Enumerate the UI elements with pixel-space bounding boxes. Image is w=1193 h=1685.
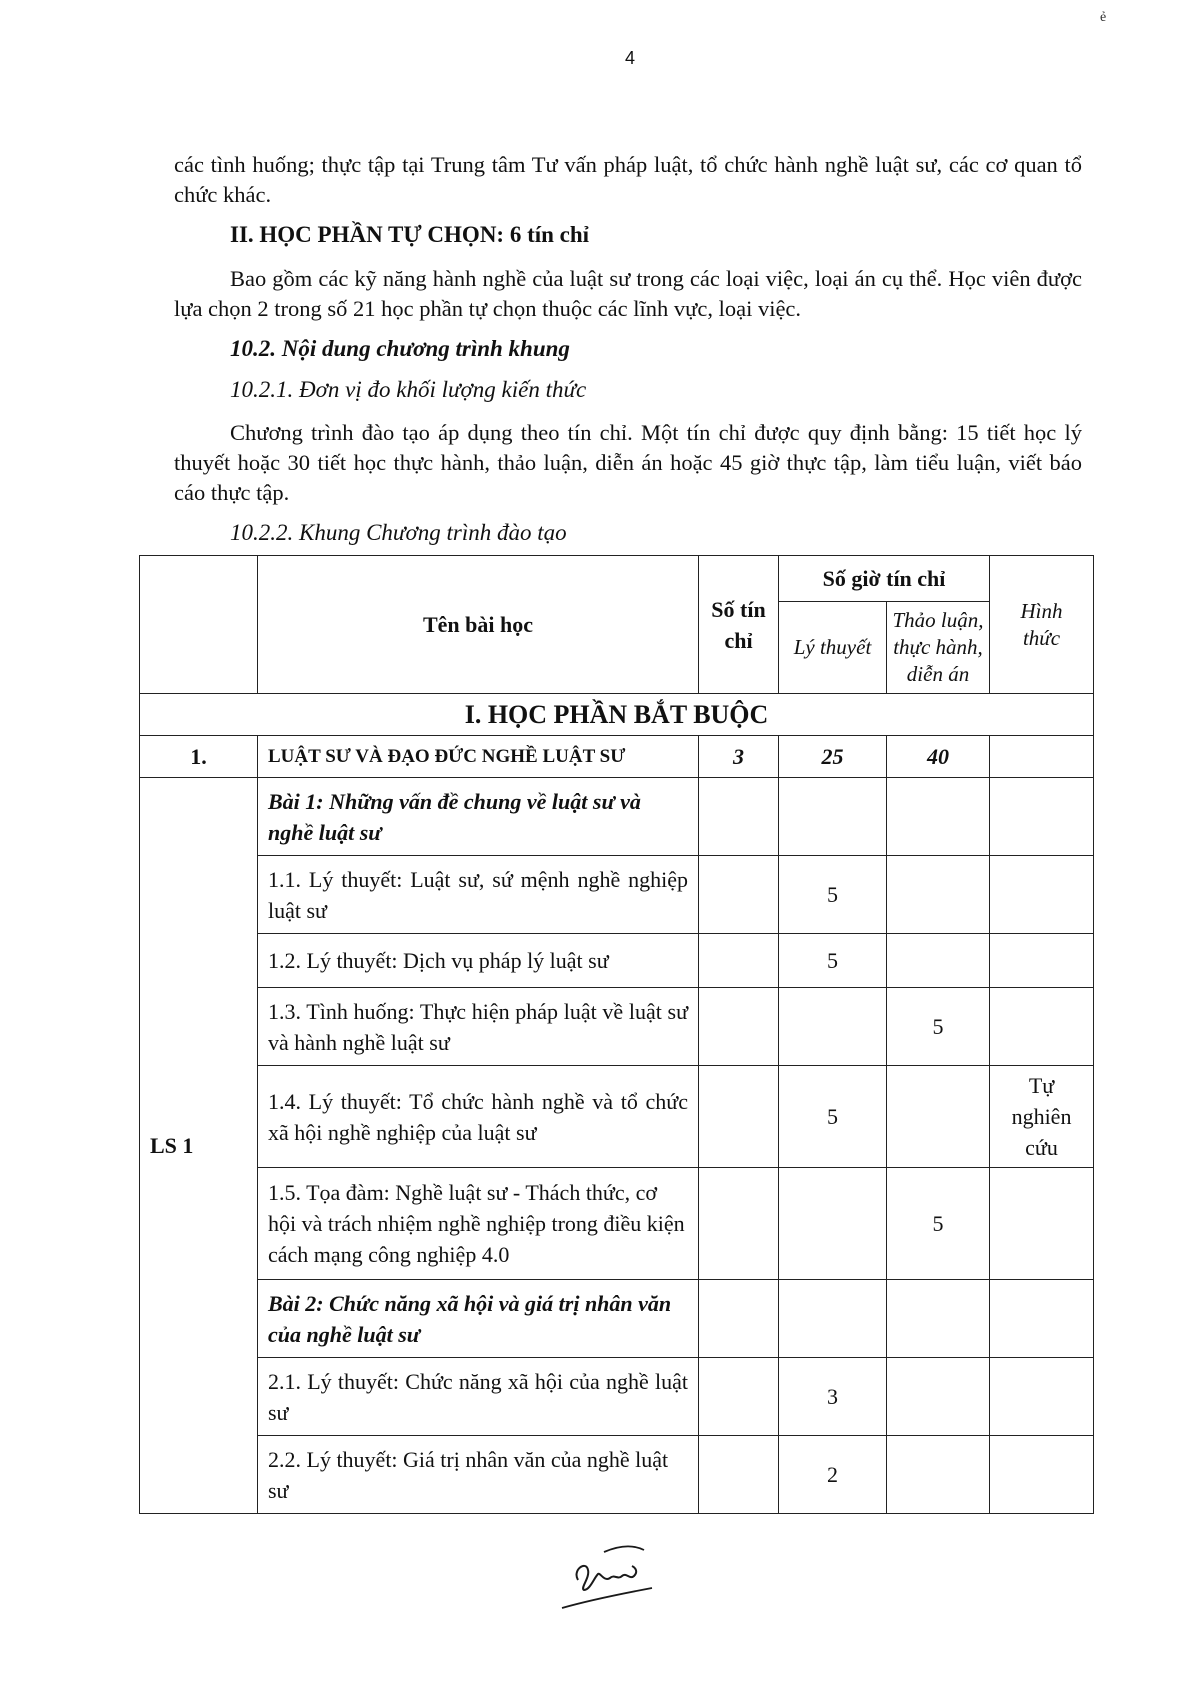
course-code: LS 1 [140,778,258,1514]
section-ii-heading: II. HỌC PHẦN TỰ CHỌN: 6 tín chỉ [230,222,590,247]
credits-cell [699,1358,779,1436]
section-10-2-heading: 10.2. Nội dung chương trình khung [230,336,570,361]
header-theory: Lý thuyết [779,602,887,694]
credits-cell [699,1066,779,1168]
credits-cell [699,934,779,988]
discussion-cell [887,1358,990,1436]
section-10-2-2-heading: 10.2.2. Khung Chương trình đào tạo [230,520,567,545]
course-discussion: 40 [887,736,990,778]
discussion-cell [887,1066,990,1168]
topic-row-name: 1.1. Lý thuyết: Luật sư, sứ mệnh nghề nghiệp luật sư [258,856,699,934]
credits-cell [699,1280,779,1358]
page-number: 4 [624,48,635,68]
discussion-cell [887,778,990,856]
course-form [990,736,1094,778]
course-credits: 3 [699,736,779,778]
course-title: LUẬT SƯ VÀ ĐẠO ĐỨC NGHỀ LUẬT SƯ [258,736,699,778]
topic-row-name: 1.4. Lý thuyết: Tổ chức hành nghề và tổ chức xã hội nghề nghiệp của luật sư [258,1066,699,1168]
form-cell [990,934,1094,988]
topic-row-name: 2.1. Lý thuyết: Chức năng xã hội của nghề luật sư [258,1358,699,1436]
discussion-cell [887,856,990,934]
theory-cell: 2 [779,1436,887,1514]
corner-mark: ẻ [1100,10,1107,25]
discussion-cell: 5 [887,988,990,1066]
theory-cell [779,988,887,1066]
credits-cell [699,856,779,934]
theory-cell [779,1168,887,1280]
intro-continuation: các tình huống; thực tập tại Trung tâm Tư vấn pháp luật, tổ chức hành nghề luật sư, các cơ quan tổ chức khác. [174,152,1082,207]
theory-cell: 3 [779,1358,887,1436]
form-cell [990,778,1094,856]
discussion-cell [887,1280,990,1358]
topic-row-name: 2.2. Lý thuyết: Giá trị nhân văn của nghề luật sư [258,1436,699,1514]
theory-cell: 5 [779,1066,887,1168]
form-cell: Tự nghiên cứu [990,1066,1094,1168]
header-form: Hình thức [990,556,1094,694]
topic-row-name: 1.5. Tọa đàm: Nghề luật sư - Thách thức, cơ hội và trách nhiệm nghề nghiệp trong điều kiện cách mạng công nghiệp 4.0 [258,1168,699,1280]
header-discussion: Thảo luận, thực hành, diễn án [887,602,990,694]
form-cell [990,988,1094,1066]
form-cell [990,1436,1094,1514]
discussion-cell: 5 [887,1168,990,1280]
credits-cell [699,988,779,1066]
section-10-2-1-body: Chương trình đào tạo áp dụng theo tín chỉ. Một tín chỉ được quy định bằng: 15 tiết học lý thuyết hoặc 30 tiết học thực hành, thảo luận, diễn án hoặc 45 giờ thực tập, làm tiểu luận, viết báo cáo thực tập. [174,420,1082,505]
section-ii-body: Bao gồm các kỹ năng hành nghề của luật sư trong các loại việc, loại án cụ thể. Học viên được lựa chọn 2 trong số 21 học phần tự chọn thuộc các lĩnh vực, loại việc. [174,266,1082,321]
lesson-row-name: Bài 1: Những vấn đề chung về luật sư và nghề luật sư [258,778,699,856]
handwritten-initials [560,1530,670,1615]
course-theory: 25 [779,736,887,778]
topic-row-name: 1.2. Lý thuyết: Dịch vụ pháp lý luật sư [258,934,699,988]
credits-cell [699,1436,779,1514]
theory-cell [779,778,887,856]
header-empty-cell [140,556,258,694]
form-cell [990,856,1094,934]
theory-cell [779,1280,887,1358]
theory-cell: 5 [779,934,887,988]
header-hours-group: Số giờ tín chỉ [779,556,990,602]
curriculum-table [139,555,1094,1514]
topic-row-name: 1.3. Tình huống: Thực hiện pháp luật về luật sư và hành nghề luật sư [258,988,699,1066]
course-index: 1. [140,736,258,778]
section-10-2-1-heading: 10.2.1. Đơn vị đo khối lượng kiến thức [230,377,587,402]
form-cell [990,1168,1094,1280]
header-credits: Số tín chỉ [699,556,779,694]
theory-cell: 5 [779,856,887,934]
discussion-cell [887,934,990,988]
credits-cell [699,1168,779,1280]
discussion-cell [887,1436,990,1514]
credits-cell [699,778,779,856]
lesson-row-name: Bài 2: Chức năng xã hội và giá trị nhân văn của nghề luật sư [258,1280,699,1358]
form-cell [990,1280,1094,1358]
section-title: I. HỌC PHẦN BẮT BUỘC [140,694,1094,736]
header-name: Tên bài học [258,556,699,694]
form-cell [990,1358,1094,1436]
